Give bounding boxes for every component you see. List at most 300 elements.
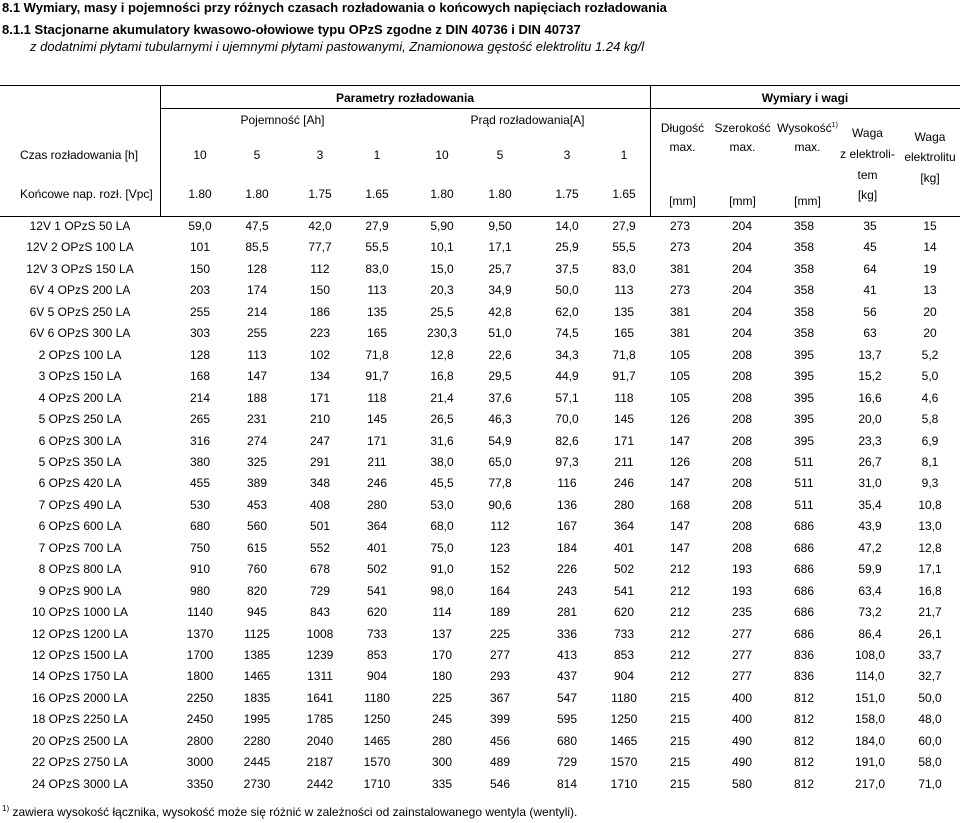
end-voltage-value: 1.75 bbox=[555, 187, 579, 201]
value-cell: 55,5 bbox=[365, 240, 389, 255]
value-cell: 37,5 bbox=[555, 261, 579, 276]
value-cell: 358 bbox=[793, 326, 815, 341]
section-title: 8.1 Wymiary, masy i pojemności przy różnych czasach rozładowania o końcowych napięciach rozładowania bbox=[2, 0, 667, 15]
value-cell: 325 bbox=[246, 454, 268, 469]
value-cell: 490 bbox=[731, 733, 753, 748]
value-cell: 34,9 bbox=[488, 283, 512, 298]
weight-with-electrolyte-heading-3: tem bbox=[857, 168, 878, 182]
discharge-time-value: 3 bbox=[316, 148, 324, 162]
value-cell: 280 bbox=[431, 733, 453, 748]
value-cell: 208 bbox=[731, 476, 753, 491]
value-cell: 50,0 bbox=[918, 690, 942, 705]
value-cell: 381 bbox=[669, 261, 691, 276]
value-cell: 145 bbox=[366, 412, 388, 427]
end-voltage-value: 1.65 bbox=[612, 187, 636, 201]
subsection-title: 8.1.1 Stacjonarne akumulatory kwasowo-ołowiowe typu OPzS zgodne z DIN 40736 i DIN 40737 bbox=[2, 22, 581, 37]
value-cell: 105 bbox=[669, 369, 691, 384]
discharge-time-label: Czas rozładowania [h] bbox=[20, 148, 139, 162]
header-rule bbox=[160, 108, 650, 109]
value-cell: 83,0 bbox=[612, 261, 636, 276]
value-cell: 5,90 bbox=[430, 219, 454, 233]
col-divider bbox=[160, 86, 161, 216]
value-cell: 105 bbox=[669, 390, 691, 405]
table-row bbox=[0, 581, 960, 602]
value-cell: 316 bbox=[189, 433, 211, 448]
value-cell: 273 bbox=[669, 219, 691, 233]
value-cell: 105 bbox=[669, 347, 691, 362]
value-cell: 15 bbox=[923, 219, 937, 233]
value-cell: 1710 bbox=[610, 776, 638, 791]
value-cell: 26,1 bbox=[918, 626, 942, 641]
value-cell: 112 bbox=[310, 261, 330, 276]
value-cell: 90,6 bbox=[488, 497, 512, 512]
value-cell: 128 bbox=[246, 261, 268, 276]
value-cell: 1370 bbox=[186, 626, 214, 641]
value-cell: 41 bbox=[863, 283, 877, 298]
value-cell: 225 bbox=[489, 626, 511, 641]
value-cell: 9,3 bbox=[921, 476, 939, 491]
table-row bbox=[0, 345, 960, 366]
value-cell: 210 bbox=[309, 412, 331, 427]
value-cell: 291 bbox=[309, 454, 331, 469]
battery-type-cell: 12V 1 OPzS 50 LA bbox=[29, 219, 131, 233]
value-cell: 546 bbox=[489, 776, 511, 791]
value-cell: 208 bbox=[731, 497, 753, 512]
value-cell: 904 bbox=[613, 669, 635, 684]
value-cell: 20 bbox=[923, 304, 937, 319]
value-cell: 29,5 bbox=[488, 369, 512, 384]
table-row bbox=[0, 495, 960, 516]
value-cell: 230,3 bbox=[426, 326, 458, 341]
value-cell: 35,4 bbox=[858, 497, 882, 512]
value-cell: 113 bbox=[247, 347, 267, 362]
value-cell: 14,0 bbox=[555, 219, 579, 233]
battery-type-cell: 7 OPzS 490 LA bbox=[38, 497, 122, 512]
value-cell: 136 bbox=[556, 497, 578, 512]
table-row bbox=[0, 624, 960, 645]
value-cell: 13,7 bbox=[858, 347, 882, 362]
value-cell: 9,50 bbox=[488, 219, 512, 233]
value-cell: 1641 bbox=[306, 690, 334, 705]
value-cell: 358 bbox=[793, 304, 815, 319]
value-cell: 114 bbox=[432, 605, 452, 620]
battery-type-cell: 6V 4 OPzS 200 LA bbox=[29, 283, 131, 298]
width-max: max. bbox=[729, 140, 756, 154]
battery-type-cell: 5 OPzS 250 LA bbox=[38, 412, 122, 427]
battery-type-cell: 12V 3 OPzS 150 LA bbox=[26, 261, 134, 276]
value-cell: 171 bbox=[309, 390, 331, 405]
battery-type-cell: 6V 5 OPzS 250 LA bbox=[29, 304, 131, 319]
value-cell: 147 bbox=[669, 433, 691, 448]
value-cell: 211 bbox=[367, 454, 387, 469]
value-cell: 45,5 bbox=[430, 476, 454, 491]
table-row bbox=[0, 259, 960, 280]
value-cell: 54,9 bbox=[488, 433, 512, 448]
value-cell: 2187 bbox=[306, 755, 334, 770]
value-cell: 15,0 bbox=[430, 261, 454, 276]
discharge-time-value: 3 bbox=[563, 148, 571, 162]
battery-type-cell: 10 OPzS 1000 LA bbox=[31, 605, 129, 620]
value-cell: 189 bbox=[489, 605, 511, 620]
value-cell: 1785 bbox=[306, 712, 334, 727]
value-cell: 165 bbox=[366, 326, 388, 341]
value-cell: 280 bbox=[366, 497, 388, 512]
value-cell: 58,0 bbox=[918, 755, 942, 770]
battery-type-cell: 9 OPzS 900 LA bbox=[38, 583, 122, 598]
table-row bbox=[0, 302, 960, 323]
value-cell: 836 bbox=[793, 648, 815, 662]
value-cell: 71,8 bbox=[365, 347, 389, 362]
value-cell: 211 bbox=[614, 454, 634, 469]
value-cell: 413 bbox=[556, 648, 578, 662]
value-cell: 389 bbox=[246, 476, 268, 491]
value-cell: 180 bbox=[431, 669, 453, 684]
value-cell: 98,0 bbox=[430, 583, 454, 598]
table-row bbox=[0, 237, 960, 258]
table-row bbox=[0, 731, 960, 752]
value-cell: 165 bbox=[613, 326, 635, 341]
table-row bbox=[0, 409, 960, 430]
value-cell: 71,8 bbox=[612, 347, 636, 362]
end-voltage-value: 1.65 bbox=[365, 187, 389, 201]
value-cell: 501 bbox=[309, 519, 331, 534]
value-cell: 381 bbox=[669, 304, 691, 319]
value-cell: 75,0 bbox=[430, 540, 454, 555]
value-cell: 20 bbox=[923, 326, 937, 341]
value-cell: 168 bbox=[189, 369, 211, 384]
value-cell: 511 bbox=[794, 497, 814, 512]
table-row bbox=[0, 216, 960, 237]
value-cell: 300 bbox=[431, 755, 453, 770]
value-cell: 27,9 bbox=[365, 219, 389, 233]
value-cell: 135 bbox=[366, 304, 388, 319]
value-cell: 5,0 bbox=[921, 369, 939, 384]
value-cell: 225 bbox=[431, 690, 453, 705]
value-cell: 980 bbox=[189, 583, 211, 598]
table-row bbox=[0, 366, 960, 387]
value-cell: 1835 bbox=[243, 690, 271, 705]
value-cell: 2280 bbox=[243, 733, 271, 748]
dimensions-weights-heading: Wymiary i wagi bbox=[761, 91, 849, 105]
battery-type-cell: 12V 2 OPzS 100 LA bbox=[26, 240, 134, 255]
value-cell: 212 bbox=[669, 626, 691, 641]
value-cell: 733 bbox=[613, 626, 635, 641]
footnote: $^{1)}$ zawiera wysokość łącznika, wysokość może się różnić w zależności od zainstalowanego wentyla (wentyli). bbox=[2, 804, 578, 819]
value-cell: 335 bbox=[431, 776, 453, 791]
value-cell: 57,1 bbox=[555, 390, 579, 405]
value-cell: 113 bbox=[614, 283, 634, 298]
value-cell: 191,0 bbox=[854, 755, 886, 770]
value-cell: 215 bbox=[669, 712, 691, 727]
value-cell: 184 bbox=[556, 540, 578, 555]
value-cell: 729 bbox=[309, 583, 331, 598]
value-cell: 164 bbox=[489, 583, 511, 598]
value-cell: 243 bbox=[556, 583, 578, 598]
value-cell: 31,0 bbox=[858, 476, 882, 491]
value-cell: 303 bbox=[189, 326, 211, 341]
value-cell: 400 bbox=[731, 690, 753, 705]
end-voltage-value: 1.75 bbox=[308, 187, 332, 201]
value-cell: 1125 bbox=[244, 626, 270, 641]
battery-type-cell: 24 OPzS 3000 LA bbox=[31, 776, 129, 791]
value-cell: 17,1 bbox=[918, 562, 942, 577]
discharge-time-value: 1 bbox=[620, 148, 628, 162]
value-cell: 1570 bbox=[363, 755, 391, 770]
value-cell: 208 bbox=[731, 369, 753, 384]
value-cell: 25,9 bbox=[555, 240, 579, 255]
value-cell: 186 bbox=[309, 304, 331, 319]
value-cell: 686 bbox=[793, 605, 815, 620]
value-cell: 145 bbox=[613, 412, 635, 427]
value-cell: 150 bbox=[189, 261, 211, 276]
capacity-heading: Pojemność [Ah] bbox=[240, 113, 325, 127]
battery-type-cell: 22 OPzS 2750 LA bbox=[31, 755, 129, 770]
end-voltage-value: 1.80 bbox=[188, 187, 212, 201]
value-cell: 147 bbox=[669, 540, 691, 555]
value-cell: 274 bbox=[246, 433, 268, 448]
table-row bbox=[0, 752, 960, 773]
value-cell: 101 bbox=[189, 240, 211, 255]
value-cell: 38,0 bbox=[430, 454, 454, 469]
weight-with-electrolyte-heading: Waga bbox=[852, 126, 883, 140]
electrolyte-weight-heading-2: elektrolitu bbox=[904, 150, 956, 164]
table-row bbox=[0, 688, 960, 709]
table-row bbox=[0, 452, 960, 473]
value-cell: 91,7 bbox=[365, 369, 389, 384]
value-cell: 620 bbox=[366, 605, 388, 620]
value-cell: 123 bbox=[489, 540, 511, 555]
value-cell: 48,0 bbox=[918, 712, 942, 727]
value-cell: 147 bbox=[246, 369, 268, 384]
value-cell: 246 bbox=[613, 476, 635, 491]
value-cell: 137 bbox=[431, 626, 453, 641]
value-cell: 126 bbox=[669, 454, 691, 469]
value-cell: 812 bbox=[793, 733, 815, 748]
value-cell: 116 bbox=[557, 476, 577, 491]
value-cell: 50,0 bbox=[555, 283, 579, 298]
value-cell: 208 bbox=[731, 390, 753, 405]
value-cell: 12,8 bbox=[918, 540, 942, 555]
value-cell: 273 bbox=[669, 240, 691, 255]
value-cell: 26,7 bbox=[858, 454, 882, 469]
value-cell: 204 bbox=[731, 283, 753, 298]
value-cell: 214 bbox=[246, 304, 268, 319]
value-cell: 541 bbox=[366, 583, 388, 598]
value-cell: 112 bbox=[490, 519, 510, 534]
value-cell: 1140 bbox=[187, 605, 213, 620]
value-cell: 14 bbox=[923, 240, 937, 255]
value-cell: 381 bbox=[669, 326, 691, 341]
value-cell: 35 bbox=[863, 219, 877, 233]
value-cell: 1700 bbox=[186, 648, 214, 662]
value-cell: 208 bbox=[731, 454, 753, 469]
value-cell: 20,3 bbox=[430, 283, 454, 298]
battery-type-cell: 6V 6 OPzS 300 LA bbox=[29, 326, 131, 341]
value-cell: 255 bbox=[246, 326, 268, 341]
height-max: max. bbox=[794, 140, 821, 154]
value-cell: 358 bbox=[793, 283, 815, 298]
value-cell: 400 bbox=[731, 712, 753, 727]
value-cell: 91,7 bbox=[612, 369, 636, 384]
value-cell: 56 bbox=[863, 304, 877, 319]
value-cell: 358 bbox=[793, 219, 815, 233]
value-cell: 208 bbox=[731, 519, 753, 534]
value-cell: 114,0 bbox=[855, 669, 885, 684]
value-cell: 152 bbox=[489, 562, 511, 577]
battery-type-cell: 2 OPzS 100 LA bbox=[38, 347, 122, 362]
value-cell: 686 bbox=[793, 562, 815, 577]
table-row bbox=[0, 323, 960, 344]
value-cell: 2450 bbox=[186, 712, 214, 727]
value-cell: 489 bbox=[489, 755, 511, 770]
value-cell: 113 bbox=[367, 283, 387, 298]
value-cell: 60,0 bbox=[918, 733, 942, 748]
end-voltage-label: Końcowe nap. rozł. [Vpc] bbox=[20, 187, 153, 201]
value-cell: 453 bbox=[246, 497, 268, 512]
value-cell: 247 bbox=[309, 433, 331, 448]
value-cell: 171 bbox=[366, 433, 388, 448]
value-cell: 1465 bbox=[243, 669, 271, 684]
battery-type-cell: 3 OPzS 150 LA bbox=[38, 369, 122, 384]
battery-type-cell: 8 OPzS 800 LA bbox=[38, 562, 122, 577]
value-cell: 16,8 bbox=[918, 583, 942, 598]
value-cell: 560 bbox=[246, 519, 268, 534]
value-cell: 217,0 bbox=[854, 776, 886, 791]
table-row bbox=[0, 431, 960, 452]
value-cell: 226 bbox=[556, 562, 578, 577]
value-cell: 945 bbox=[246, 605, 268, 620]
value-cell: 20,0 bbox=[858, 412, 882, 427]
value-cell: 22,6 bbox=[488, 347, 512, 362]
value-cell: 43,9 bbox=[858, 519, 882, 534]
value-cell: 208 bbox=[731, 347, 753, 362]
value-cell: 408 bbox=[309, 497, 331, 512]
value-cell: 215 bbox=[669, 690, 691, 705]
value-cell: 904 bbox=[366, 669, 388, 684]
value-cell: 456 bbox=[489, 733, 511, 748]
length-unit: [mm] bbox=[669, 194, 696, 208]
value-cell: 245 bbox=[431, 712, 453, 727]
electrolyte-weight-unit: [kg] bbox=[920, 171, 940, 185]
value-cell: 47,2 bbox=[858, 540, 882, 555]
end-voltage-value: 1.80 bbox=[245, 187, 269, 201]
electrolyte-weight-heading: Waga bbox=[914, 130, 946, 144]
value-cell: 364 bbox=[613, 519, 635, 534]
value-cell: 47,5 bbox=[245, 219, 269, 233]
value-cell: 21,4 bbox=[430, 390, 454, 405]
value-cell: 63 bbox=[863, 326, 877, 341]
value-cell: 733 bbox=[366, 626, 388, 641]
value-cell: 77,7 bbox=[308, 240, 332, 255]
value-cell: 5,2 bbox=[921, 347, 939, 362]
value-cell: 147 bbox=[669, 476, 691, 491]
value-cell: 812 bbox=[793, 776, 815, 791]
value-cell: 853 bbox=[613, 648, 635, 662]
value-cell: 73,2 bbox=[858, 605, 882, 620]
value-cell: 13,0 bbox=[918, 519, 942, 534]
value-cell: 6,9 bbox=[921, 433, 939, 448]
value-cell: 235 bbox=[731, 605, 753, 620]
value-cell: 193 bbox=[731, 583, 753, 598]
value-cell: 108,0 bbox=[854, 648, 886, 662]
value-cell: 65,0 bbox=[488, 454, 512, 469]
table-row bbox=[0, 473, 960, 494]
value-cell: 10,1 bbox=[430, 240, 454, 255]
value-cell: 204 bbox=[731, 240, 753, 255]
value-cell: 168 bbox=[669, 497, 691, 512]
value-cell: 37,6 bbox=[488, 390, 512, 405]
value-cell: 511 bbox=[794, 454, 814, 469]
value-cell: 204 bbox=[731, 219, 753, 233]
value-cell: 53,0 bbox=[430, 497, 454, 512]
value-cell: 212 bbox=[669, 648, 691, 662]
table-row bbox=[0, 516, 960, 537]
value-cell: 1311 bbox=[307, 669, 333, 684]
battery-type-cell: 6 OPzS 300 LA bbox=[38, 433, 122, 448]
value-cell: 395 bbox=[793, 369, 815, 384]
value-cell: 265 bbox=[189, 412, 211, 427]
value-cell: 1465 bbox=[610, 733, 638, 748]
value-cell: 812 bbox=[793, 712, 815, 727]
value-cell: 25,5 bbox=[430, 304, 454, 319]
battery-type-cell: 7 OPzS 700 LA bbox=[38, 540, 122, 555]
discharge-time-value: 5 bbox=[253, 148, 261, 162]
value-cell: 1250 bbox=[363, 712, 391, 727]
value-cell: 358 bbox=[793, 261, 815, 276]
value-cell: 70,0 bbox=[555, 412, 579, 427]
value-cell: 246 bbox=[366, 476, 388, 491]
value-cell: 686 bbox=[793, 626, 815, 641]
table-row bbox=[0, 602, 960, 623]
value-cell: 1465 bbox=[363, 733, 391, 748]
value-cell: 71,0 bbox=[918, 776, 942, 791]
value-cell: 812 bbox=[793, 755, 815, 770]
battery-type-cell: 6 OPzS 600 LA bbox=[38, 519, 122, 534]
table-row bbox=[0, 538, 960, 559]
value-cell: 1008 bbox=[306, 626, 334, 641]
value-cell: 23,3 bbox=[858, 433, 882, 448]
value-cell: 118 bbox=[367, 390, 387, 405]
value-cell: 204 bbox=[731, 261, 753, 276]
value-cell: 2040 bbox=[306, 733, 334, 748]
value-cell: 277 bbox=[489, 648, 511, 662]
value-cell: 212 bbox=[669, 669, 691, 684]
value-cell: 3000 bbox=[186, 755, 214, 770]
value-cell: 32,7 bbox=[918, 669, 942, 684]
value-cell: 620 bbox=[613, 605, 635, 620]
value-cell: 552 bbox=[309, 540, 331, 555]
value-cell: 86,4 bbox=[858, 626, 882, 641]
value-cell: 750 bbox=[189, 540, 211, 555]
value-cell: 150 bbox=[309, 283, 331, 298]
value-cell: 231 bbox=[246, 412, 268, 427]
value-cell: 214 bbox=[189, 390, 211, 405]
value-cell: 44,9 bbox=[555, 369, 579, 384]
value-cell: 255 bbox=[189, 304, 211, 319]
value-cell: 814 bbox=[556, 776, 578, 791]
value-cell: 281 bbox=[556, 605, 578, 620]
table-row bbox=[0, 388, 960, 409]
value-cell: 836 bbox=[793, 669, 815, 684]
value-cell: 171 bbox=[613, 433, 635, 448]
value-cell: 193 bbox=[731, 562, 753, 577]
battery-type-cell: 4 OPzS 200 LA bbox=[38, 390, 122, 405]
value-cell: 16,6 bbox=[858, 390, 882, 405]
value-cell: 395 bbox=[793, 433, 815, 448]
battery-type-cell: 6 OPzS 420 LA bbox=[38, 476, 122, 491]
value-cell: 215 bbox=[669, 755, 691, 770]
table-row bbox=[0, 559, 960, 580]
